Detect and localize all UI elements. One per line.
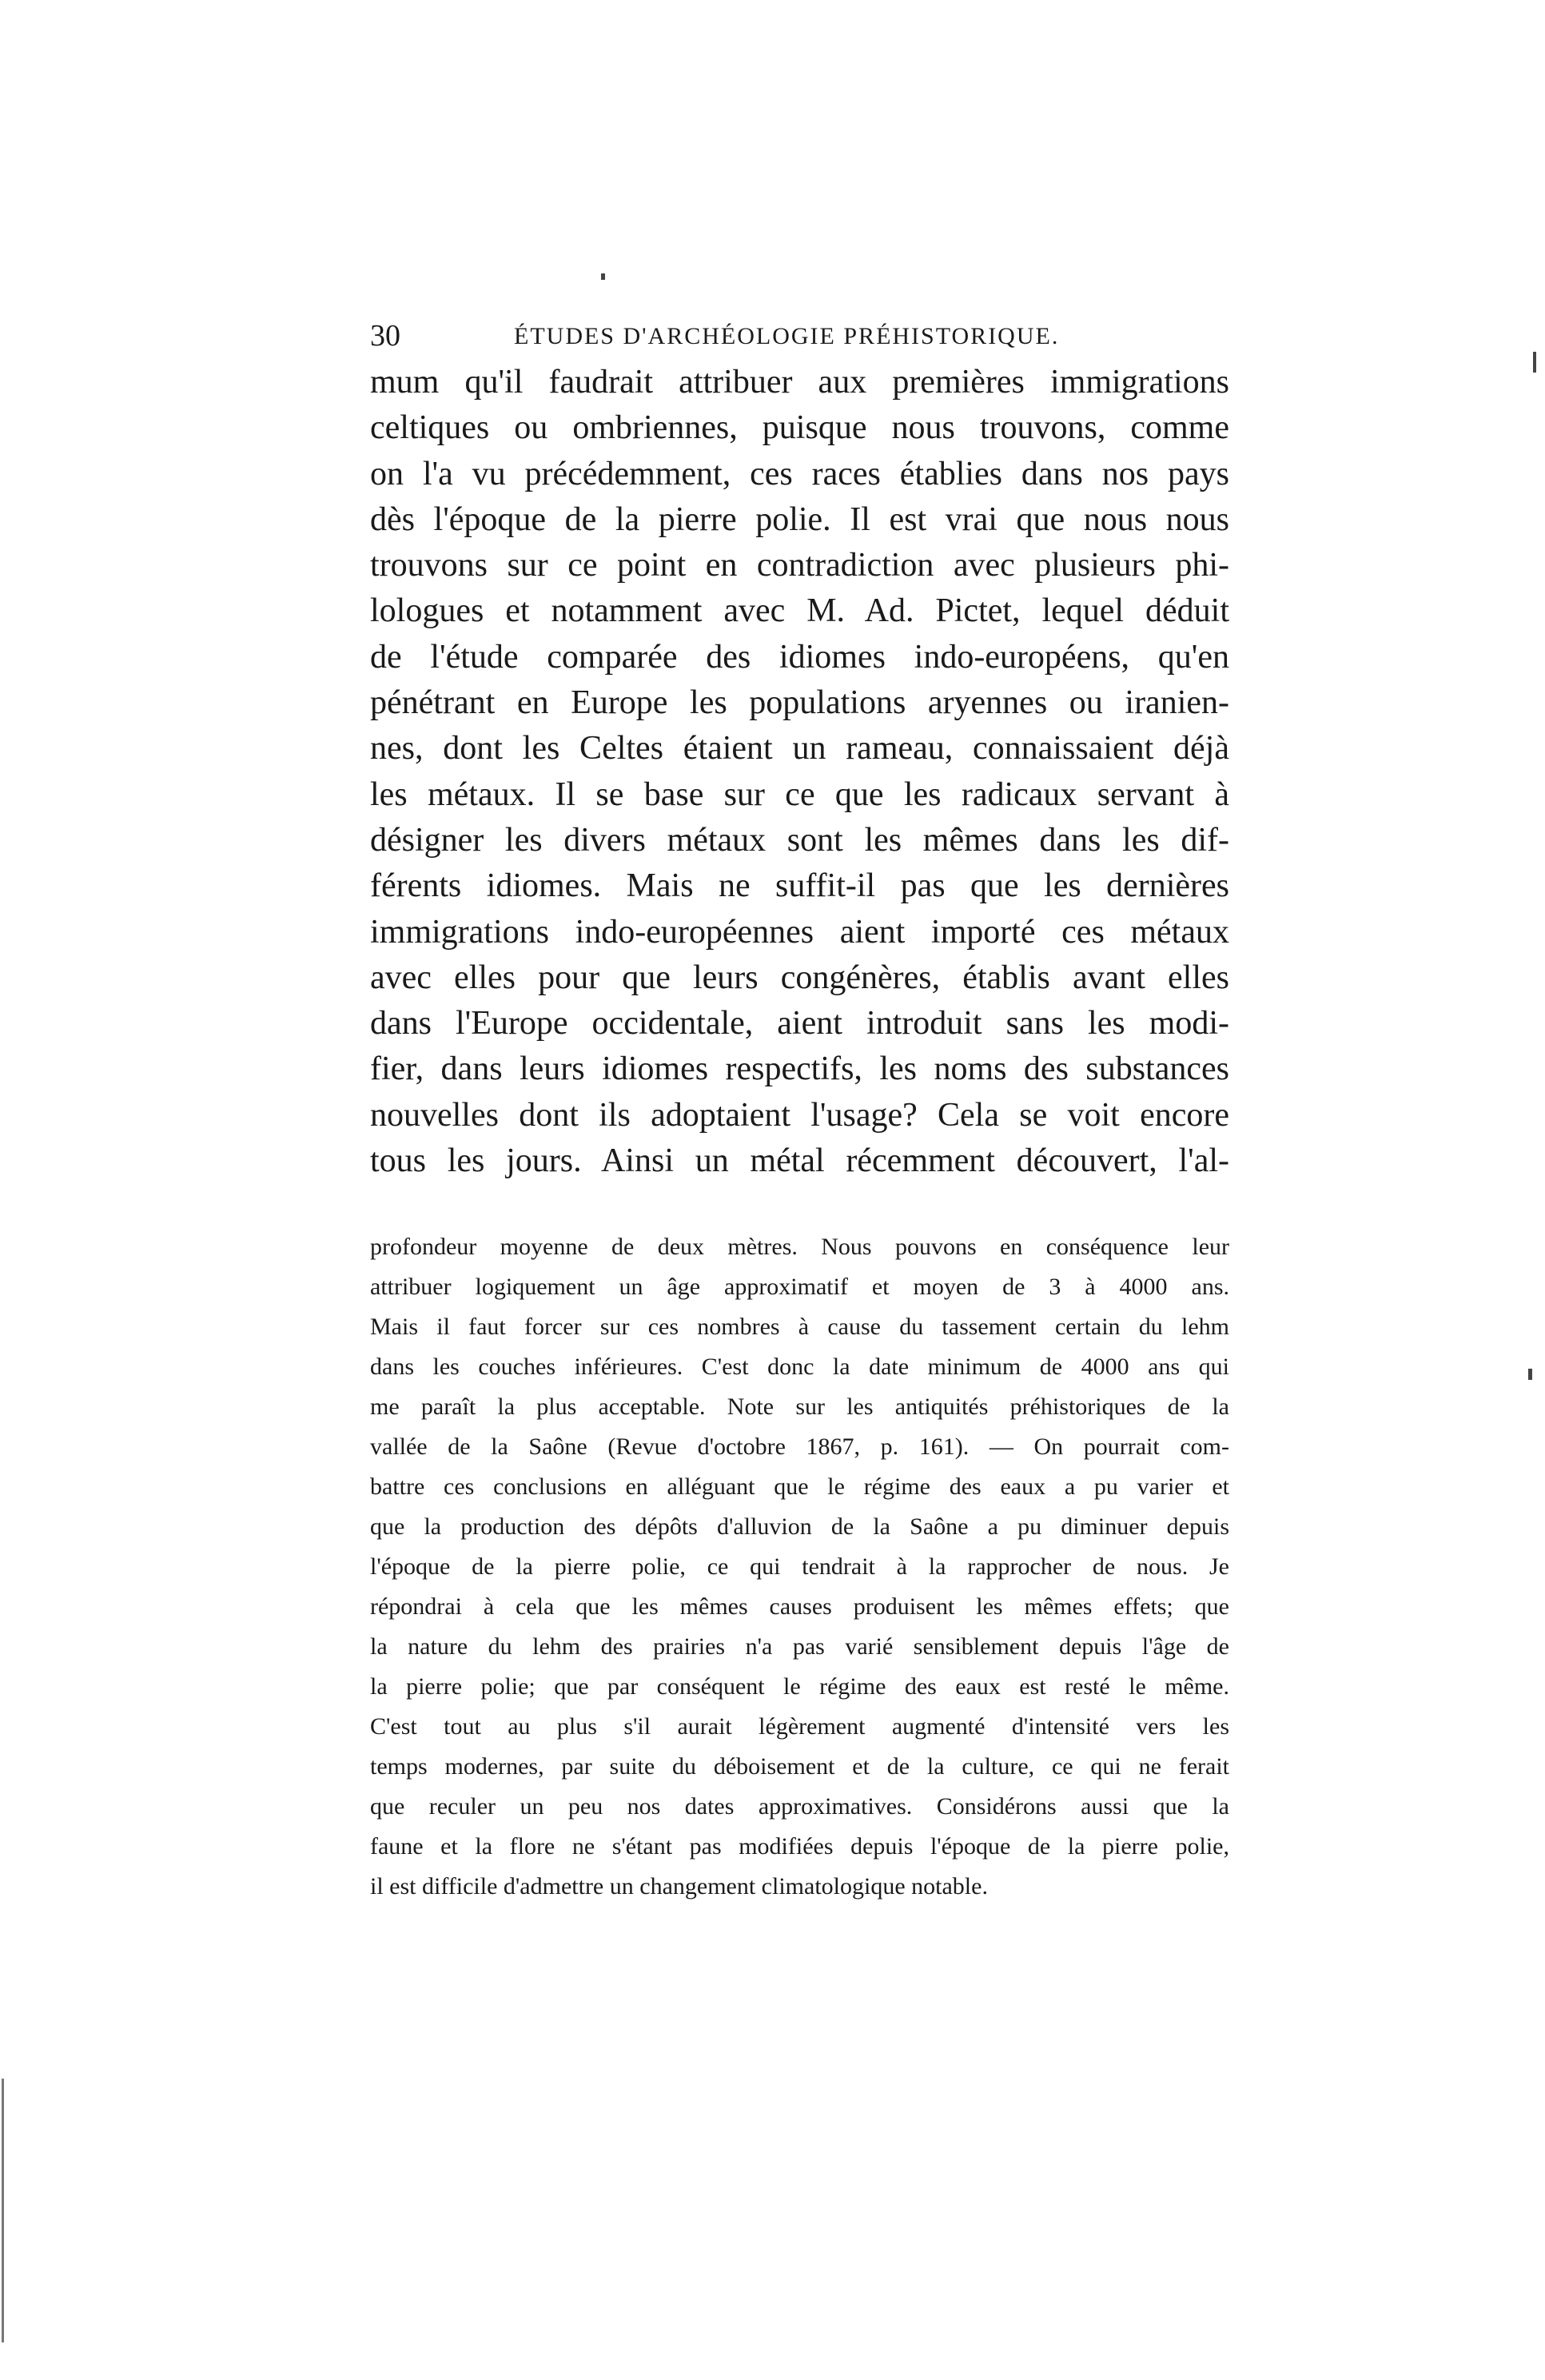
footnote-line: dans les couches inférieures. C'est donc la date minimum de 4000 ans qui (370, 1353, 1229, 1380)
text-line: nouvelles dont ils adoptaient l'usage? Cela se voit encore (370, 1096, 1229, 1134)
footnote-line: battre ces conclusions en alléguant que le régime des eaux a pu varier et (370, 1473, 1229, 1500)
text-line: pénétrant en Europe les populations aryennes ou iranien- (370, 684, 1229, 722)
footnote-line: C'est tout au plus s'il aurait légèrement augmenté d'intensité vers les (370, 1713, 1229, 1740)
text-line: avec elles pour que leurs congénères, établis avant elles (370, 959, 1229, 996)
text-line: lologues et notamment avec M. Ad. Pictet, lequel déduit (370, 592, 1229, 630)
footnote-line: l'époque de la pierre polie, ce qui tendrait à la rapprocher de nous. Je (370, 1553, 1229, 1580)
main-text (370, 360, 1229, 1184)
text-line: fier, dans leurs idiomes respectifs, les noms des substances (370, 1050, 1229, 1088)
text-line: trouvons sur ce point en contradiction avec plusieurs phi- (370, 547, 1229, 584)
scan-speck (1533, 352, 1536, 373)
footnote-line: que la production des dépôts d'alluvion de la Saône a pu diminuer depuis (370, 1513, 1229, 1540)
text-line: dès l'époque de la pierre polie. Il est vrai que nous nous (370, 500, 1229, 538)
scan-speck (1528, 1369, 1532, 1380)
footnote-line: vallée de la Saône (Revue d'octobre 1867, p. 161). — On pourrait com- (370, 1433, 1229, 1460)
footnote-line: que reculer un peu nos dates approximatives. Considérons aussi que la (370, 1793, 1229, 1820)
scan-edge (2, 2079, 4, 2342)
text-line: tous les jours. Ainsi un métal récemment découvert, l'al- (370, 1142, 1229, 1180)
footnote-line: il est difficile d'admettre un changement climatologique notable. (370, 1873, 988, 1900)
scan-speck (601, 273, 605, 280)
page-number: 30 (370, 319, 400, 353)
text-line: férents idiomes. Mais ne suffit-il pas que les dernières (370, 867, 1229, 905)
text-line: de l'étude comparée des idiomes indo-européens, qu'en (370, 638, 1229, 676)
footnote (370, 1227, 1229, 1907)
text-line: celtiques ou ombriennes, puisque nous trouvons, comme (370, 409, 1229, 447)
footnote-line: me paraît la plus acceptable. Note sur les antiquités préhistoriques de la (370, 1393, 1229, 1420)
footnote-line: la nature du lehm des prairies n'a pas varié sensiblement depuis l'âge de (370, 1633, 1229, 1660)
text-line: immigrations indo-européennes aient importé ces métaux (370, 913, 1229, 951)
footnote-line: faune et la flore ne s'étant pas modifiées depuis l'époque de la pierre polie, (370, 1833, 1229, 1860)
text-line: les métaux. Il se base sur ce que les radicaux servant à (370, 775, 1229, 813)
running-title: ÉTUDES D'ARCHÉOLOGIE PRÉHISTORIQUE. (514, 323, 1060, 349)
page-header (370, 316, 1233, 356)
text-line: on l'a vu précédemment, ces races établies dans nos pays (370, 455, 1229, 492)
footnote-line: profondeur moyenne de deux mètres. Nous pouvons en conséquence leur (370, 1234, 1229, 1260)
footnote-line: la pierre polie; que par conséquent le régime des eaux est resté le même. (370, 1673, 1229, 1700)
text-line: dans l'Europe occidentale, aient introduit sans les modi- (370, 1005, 1229, 1042)
footnote-line: répondrai à cela que les mêmes causes produisent les mêmes effets; que (370, 1593, 1229, 1620)
text-line: désigner les divers métaux sont les mêmes dans les dif- (370, 821, 1229, 859)
footnote-line: attribuer logiquement un âge approximatif et moyen de 3 à 4000 ans. (370, 1274, 1229, 1300)
footnote-line: Mais il faut forcer sur ces nombres à cause du tassement certain du lehm (370, 1314, 1229, 1340)
footnote-line: temps modernes, par suite du déboisement et de la culture, ce qui ne ferait (370, 1753, 1229, 1780)
text-line: mum qu'il faudrait attribuer aux premières immigrations (370, 364, 1229, 401)
text-line: nes, dont les Celtes étaient un rameau, connaissaient déjà (370, 730, 1229, 767)
